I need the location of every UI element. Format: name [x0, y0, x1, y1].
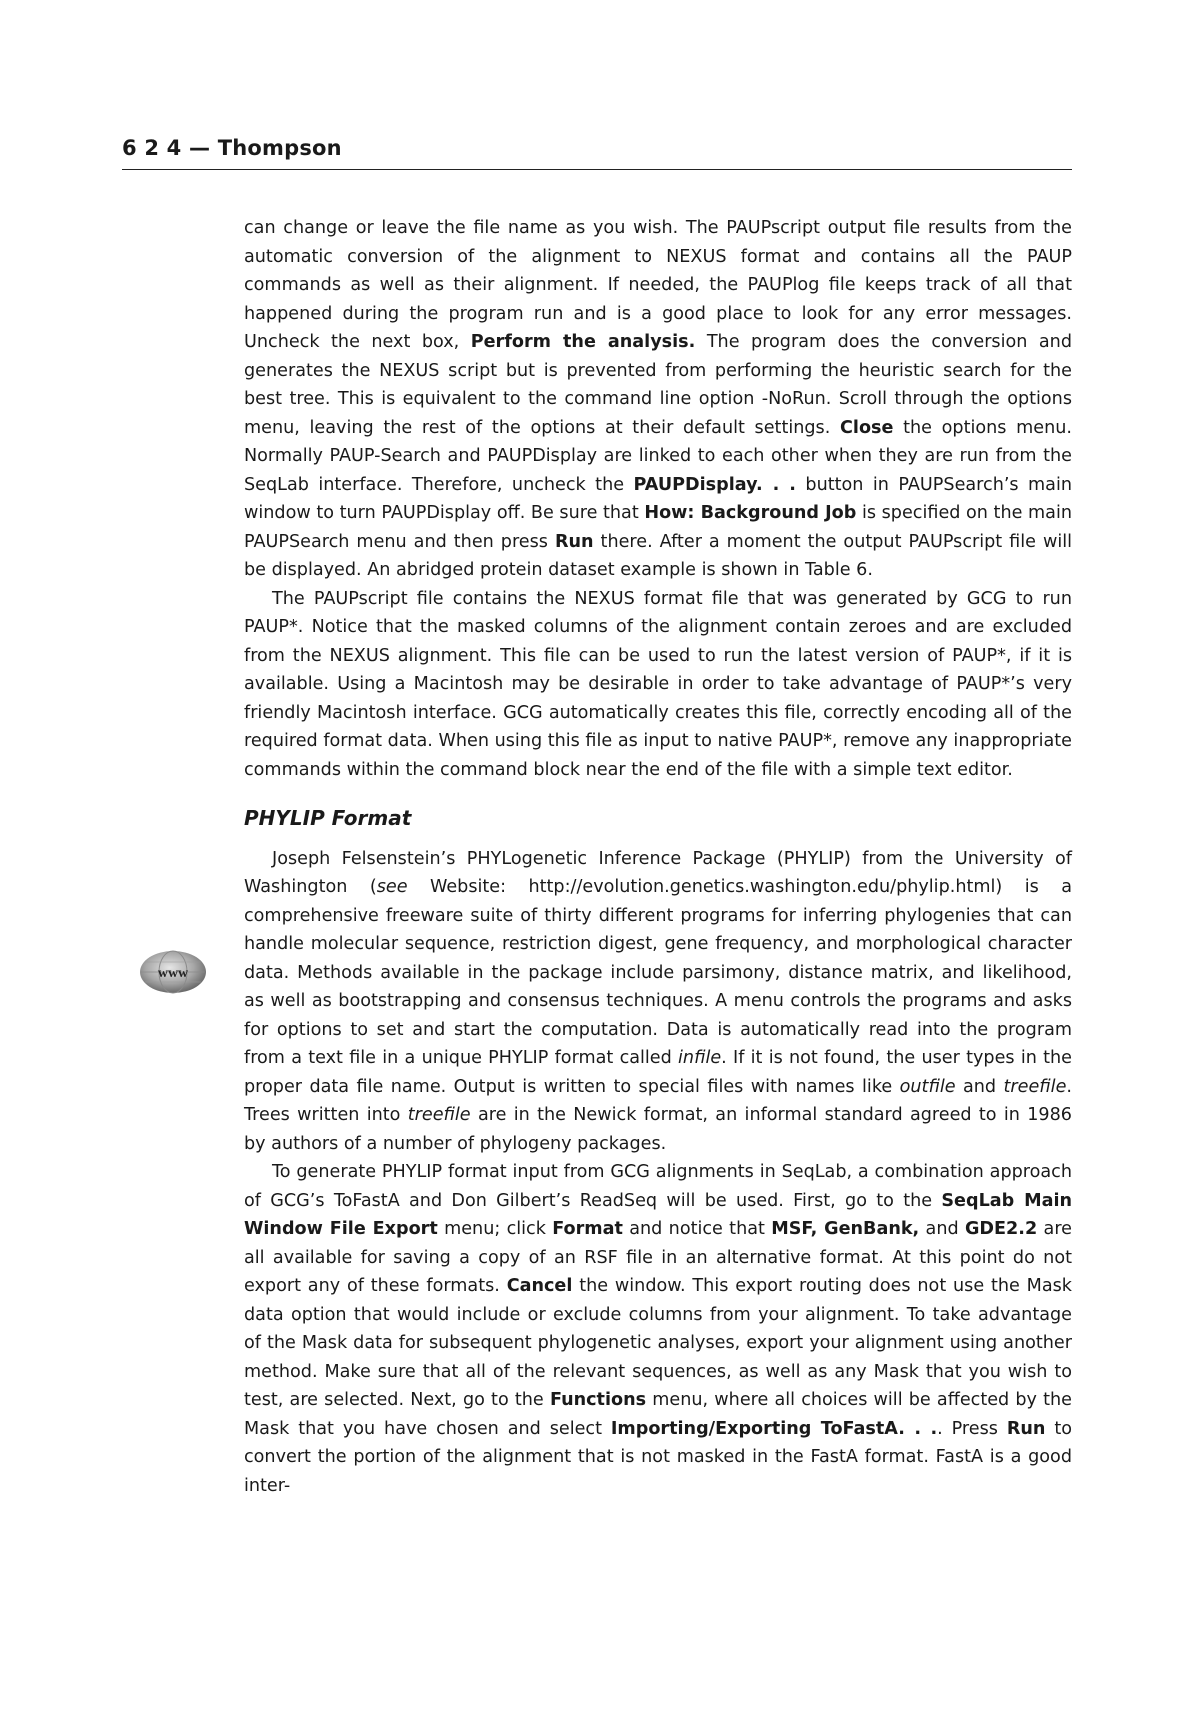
p1-text-2: The program does the conversion and generates the NEXUS script but is prevented from performing the heuristic search for the best tree. This is equivalent to the command line option -NoRun. Scroll through the options menu, leaving the rest of the options at their default settings. [244, 332, 1072, 438]
section-heading-phylip: PHYLIP Format [244, 806, 412, 830]
p3-text-5: . Trees written into [244, 1076, 1072, 1125]
p1-bold-background-job: How: Background Job [644, 503, 857, 523]
p4-text-3: and notice that [622, 1219, 772, 1239]
p1-text-1: can change or leave the file name as you wish. The PAUPscript output file results from the automatic conversion of the alignment to NEXUS format and contains all the PAUP commands as well as their alignment. If needed, the PAUPlog file keeps track of all that happened during the program run and is a good place to look for any error messages. Uncheck the next box, [244, 218, 1072, 352]
p1-bold-run: Run [554, 531, 594, 552]
author-name: Thompson [217, 136, 342, 160]
p3-text-1: Joseph Felsenstein’s PHYLogenetic Inference Package (PHYLIP) from the University of Washington ( [244, 848, 1072, 897]
p4-text-1: To generate PHYLIP format input from GCG alignments in SeqLab, a combination approach of GCG’s ToFastA and Don Gilbert’s ReadSeq will be used. First, go to the [244, 1162, 1072, 1211]
p4-text-9: to convert the portion of the alignment that is not masked in the FastA format. FastA is a good inter- [244, 1418, 1072, 1496]
p3-italic-infile: infile [678, 1048, 722, 1068]
p3-italic-treefile: treefile [1003, 1076, 1067, 1097]
p4-text-5: are all available for saving a copy of an RSF file in an alternative format. At this point do not export any of these formats. [244, 1219, 1072, 1296]
p1-bold-close: Close [840, 417, 894, 438]
p1-text-5: is specified on the main PAUPSearch menu and then press [244, 503, 1073, 552]
p4-text-2: menu; click [437, 1219, 553, 1239]
p4-bold-tofasta: Importing/Exporting ToFastA. . . [610, 1418, 938, 1439]
paragraph-3 [244, 845, 1072, 1159]
p1-bold-perform-analysis: Perform the analysis. [470, 332, 696, 352]
p4-text-8: . Press [937, 1418, 1007, 1439]
p4-bold-msf-genbank: MSF, GenBank, [771, 1219, 920, 1239]
p3-italic-outfile: outfile [899, 1076, 956, 1097]
p3-text-2: Website: http://evolution.genetics.washington.edu/phylip.html) is a comprehensive freeware suite of thirty different programs for inferring phylogenies that can handle molecular sequence, restriction digest, gene frequency, and morphological character data. Methods available in the package include parsimony, distance matrix, and likelihood, as well as bootstrapping and consensus techniques. A menu controls the programs and asks for options to set and start the computation. Data is automatically read into the program from a text file in a unique PHYLIP format called [244, 877, 1072, 1068]
www-label: www [157, 966, 189, 981]
p4-text-6: the window. This export routing does not use the Mask data option that would include or exclude columns from your alignment. To take advantage of the Mask data for subsequent phylogenetic analyses, export your alignment using another method. Make sure that all of the relevant sequences, as well as any Mask that you wish to test, are selected. Next, go to the [244, 1276, 1072, 1410]
paragraph-1 [244, 214, 1072, 585]
body-text [244, 214, 1072, 1500]
p3-text-3: . If it is not found, the user types in the proper data file name. Output is written to special files with names like [244, 1048, 1072, 1097]
paragraph-2: The PAUPscript file contains the NEXUS format file that was generated by GCG to run PAUP*. Notice that the masked columns of the alignment contain zeroes and are excluded from the NEXUS alignment. This file can be used to run the latest version of PAUP*, if it is available. Using a Macintosh may be desirable in order to take advantage of PAUP*’s very friendly Macintosh interface. GCG automatically creates this file, correctly encoding all of the required format data. When using this file as input to native PAUP*, remove any inappropriate commands within the command block near the end of the file with a simple text editor. [244, 588, 1072, 780]
p3-italic-see: see [376, 877, 408, 897]
p3-italic-treefile-2: treefile [407, 1105, 471, 1125]
header-rule [122, 169, 1072, 170]
p4-bold-run: Run [1006, 1418, 1046, 1439]
page-number: 6 2 4 [122, 136, 182, 160]
p3-text-4: and [955, 1076, 1004, 1097]
p4-bold-gde: GDE2.2 [964, 1219, 1038, 1239]
p1-text-6: there. After a moment the output PAUPscript file will be displayed. An abridged protein dataset example is shown in Table 6. [244, 531, 1072, 580]
p1-bold-paupdisplay: PAUPDisplay. . . [633, 474, 796, 495]
header-separator: — [181, 136, 218, 160]
p4-bold-functions: Functions [549, 1390, 647, 1410]
p4-bold-file-export: SeqLab Main Window File Export [244, 1190, 1072, 1239]
p4-text-7: menu, where all choices will be affected by the Mask that you have chosen and select [244, 1390, 1073, 1439]
p4-bold-format: Format [552, 1219, 623, 1239]
www-globe-icon [139, 950, 207, 994]
p1-text-3: the options menu. Normally PAUP-Search and PAUPDisplay are linked to each other when they are run from the SeqLab interface. Therefore, uncheck the [244, 417, 1072, 495]
p4-text-4: and [919, 1219, 965, 1239]
running-head [122, 136, 342, 160]
p4-bold-cancel: Cancel [506, 1276, 573, 1296]
p1-text-4: button in PAUPSearch’s main window to turn PAUPDisplay off. Be sure that [244, 474, 1073, 523]
paragraph-4 [244, 1158, 1072, 1500]
p3-text-6: are in the Newick format, an informal standard agreed to in 1986 by authors of a number of phylogeny packages. [244, 1105, 1072, 1154]
